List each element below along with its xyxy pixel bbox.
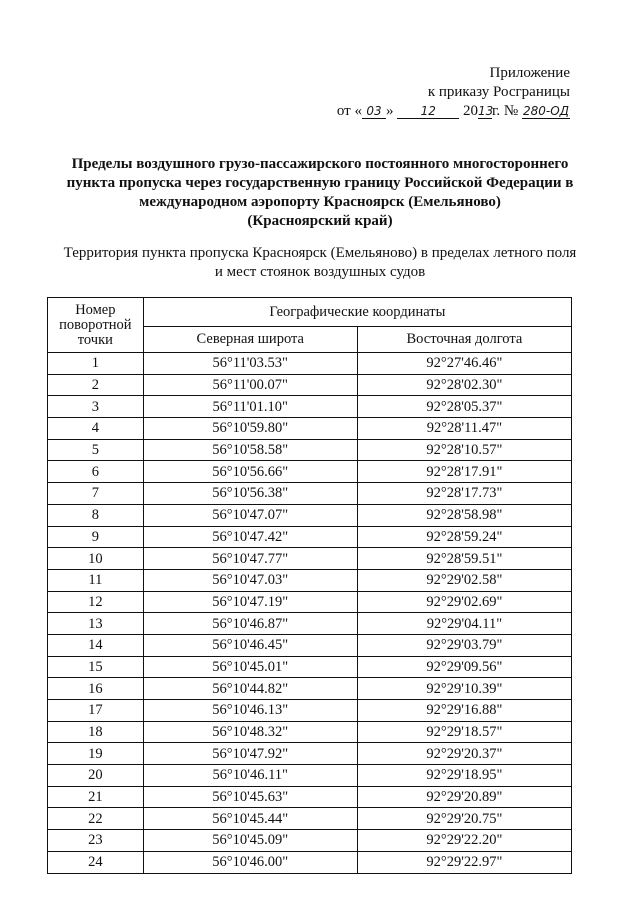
heading-line-4: (Красноярский край)	[247, 213, 393, 229]
cell-latitude: 56°10'47.07"	[143, 504, 357, 526]
appendix-date-line	[337, 102, 570, 121]
cell-longitude: 92°29'16.88"	[357, 700, 571, 722]
cell-longitude: 92°29'09.56"	[357, 656, 571, 678]
date-year-suffix: 13	[477, 104, 494, 118]
table-row	[48, 548, 572, 570]
date-month: 12	[397, 104, 459, 119]
cell-longitude: 92°28'05.37"	[357, 396, 571, 418]
cell-longitude: 92°29'02.58"	[357, 569, 571, 591]
cell-latitude: 56°11'01.10"	[143, 396, 357, 418]
cell-longitude: 92°29'22.97"	[357, 851, 571, 873]
table-row	[48, 678, 572, 700]
date-from-mid: »	[385, 103, 394, 119]
appendix-block	[337, 64, 570, 121]
cell-latitude: 56°11'03.53"	[143, 353, 357, 375]
cell-longitude: 92°28'17.91"	[357, 461, 571, 483]
heading-line-2: пункта пропуска через государственную границу Российской Федерации в	[66, 175, 574, 191]
cell-point-number: 24	[48, 851, 144, 873]
cell-latitude: 56°10'59.80"	[143, 418, 357, 440]
cell-point-number: 19	[48, 743, 144, 765]
cell-point-number: 6	[48, 461, 144, 483]
cell-point-number: 16	[48, 678, 144, 700]
cell-point-number: 4	[48, 418, 144, 440]
cell-latitude: 56°10'46.45"	[143, 634, 357, 656]
cell-point-number: 13	[48, 613, 144, 635]
table-row	[48, 808, 572, 830]
cell-latitude: 56°10'45.63"	[143, 786, 357, 808]
table-row	[48, 461, 572, 483]
cell-latitude: 56°11'00.07"	[143, 374, 357, 396]
header-longitude: Восточная долгота	[357, 327, 571, 353]
header-geo-coordinates: Географические координаты	[143, 298, 571, 327]
cell-point-number: 15	[48, 656, 144, 678]
cell-longitude: 92°29'20.89"	[357, 786, 571, 808]
cell-latitude: 56°10'47.92"	[143, 743, 357, 765]
cell-latitude: 56°10'56.66"	[143, 461, 357, 483]
table-row	[48, 743, 572, 765]
table-row	[48, 656, 572, 678]
table-row	[48, 613, 572, 635]
cell-latitude: 56°10'48.32"	[143, 721, 357, 743]
cell-point-number: 14	[48, 634, 144, 656]
cell-latitude: 56°10'45.44"	[143, 808, 357, 830]
cell-point-number: 3	[48, 396, 144, 418]
table-row	[48, 634, 572, 656]
cell-point-number: 21	[48, 786, 144, 808]
table-row	[48, 765, 572, 787]
cell-point-number: 23	[48, 830, 144, 852]
table-row	[48, 721, 572, 743]
table-row	[48, 353, 572, 375]
table-row	[48, 830, 572, 852]
cell-latitude: 56°10'46.13"	[143, 700, 357, 722]
header-latitude: Северная широта	[143, 327, 357, 353]
table-row	[48, 700, 572, 722]
cell-longitude: 92°29'18.95"	[357, 765, 571, 787]
table-row	[48, 851, 572, 873]
coordinates-table	[47, 297, 572, 874]
table-row	[48, 591, 572, 613]
document-subheading	[40, 244, 600, 282]
cell-point-number: 18	[48, 721, 144, 743]
cell-latitude: 56°10'47.42"	[143, 526, 357, 548]
table-row	[48, 504, 572, 526]
cell-longitude: 92°28'02.30"	[357, 374, 571, 396]
subheading-line-1: Территория пункта пропуска Красноярск (Емельяново) в пределах летного поля	[63, 245, 577, 261]
cell-latitude: 56°10'47.19"	[143, 591, 357, 613]
cell-latitude: 56°10'45.09"	[143, 830, 357, 852]
heading-line-3: международном аэропорту Красноярск (Емельяново)	[139, 194, 501, 210]
cell-longitude: 92°29'04.11"	[357, 613, 571, 635]
cell-point-number: 22	[48, 808, 144, 830]
cell-longitude: 92°29'20.37"	[357, 743, 571, 765]
cell-point-number: 2	[48, 374, 144, 396]
appendix-title: Приложение	[489, 65, 570, 81]
subheading-line-2: и мест стоянок воздушных судов	[214, 264, 426, 280]
cell-point-number: 17	[48, 700, 144, 722]
cell-longitude: 92°28'59.51"	[357, 548, 571, 570]
date-from-prefix: от «	[336, 103, 362, 119]
cell-longitude: 92°29'18.57"	[357, 721, 571, 743]
cell-latitude: 56°10'46.00"	[143, 851, 357, 873]
cell-latitude: 56°10'46.11"	[143, 765, 357, 787]
table-row	[48, 526, 572, 548]
cell-point-number: 10	[48, 548, 144, 570]
table-row	[48, 786, 572, 808]
cell-longitude: 92°28'59.24"	[357, 526, 571, 548]
table-row	[48, 374, 572, 396]
cell-point-number: 11	[48, 569, 144, 591]
cell-point-number: 12	[48, 591, 144, 613]
table-row	[48, 396, 572, 418]
table-row	[48, 418, 572, 440]
cell-point-number: 5	[48, 439, 144, 461]
cell-longitude: 92°27'46.46"	[357, 353, 571, 375]
cell-latitude: 56°10'47.03"	[143, 569, 357, 591]
cell-latitude: 56°10'46.87"	[143, 613, 357, 635]
cell-longitude: 92°29'10.39"	[357, 678, 571, 700]
heading-line-1: Пределы воздушного грузо-пассажирского постоянного многостороннего	[71, 156, 569, 172]
date-year-prefix: 20	[462, 103, 478, 119]
cell-longitude: 92°28'11.47"	[357, 418, 571, 440]
date-day: 03	[362, 104, 386, 119]
cell-longitude: 92°28'58.98"	[357, 504, 571, 526]
cell-longitude: 92°29'20.75"	[357, 808, 571, 830]
cell-point-number: 7	[48, 483, 144, 505]
cell-latitude: 56°10'58.58"	[143, 439, 357, 461]
header-point-number: Номер поворотной точки	[48, 298, 144, 353]
table-body	[48, 353, 572, 874]
cell-longitude: 92°28'17.73"	[357, 483, 571, 505]
table-row	[48, 569, 572, 591]
cell-point-number: 1	[48, 353, 144, 375]
cell-point-number: 8	[48, 504, 144, 526]
document-heading	[40, 155, 600, 231]
cell-longitude: 92°29'22.20"	[357, 830, 571, 852]
table-row	[48, 483, 572, 505]
cell-longitude: 92°29'03.79"	[357, 634, 571, 656]
cell-latitude: 56°10'45.01"	[143, 656, 357, 678]
cell-latitude: 56°10'44.82"	[143, 678, 357, 700]
cell-latitude: 56°10'47.77"	[143, 548, 357, 570]
table-row	[48, 439, 572, 461]
cell-point-number: 20	[48, 765, 144, 787]
cell-latitude: 56°10'56.38"	[143, 483, 357, 505]
cell-point-number: 9	[48, 526, 144, 548]
cell-longitude: 92°28'10.57"	[357, 439, 571, 461]
appendix-order-ref: к приказу Росграницы	[427, 84, 570, 100]
date-year-unit: г. №	[491, 103, 519, 119]
cell-longitude: 92°29'02.69"	[357, 591, 571, 613]
order-number: 280-ОД	[522, 104, 570, 118]
